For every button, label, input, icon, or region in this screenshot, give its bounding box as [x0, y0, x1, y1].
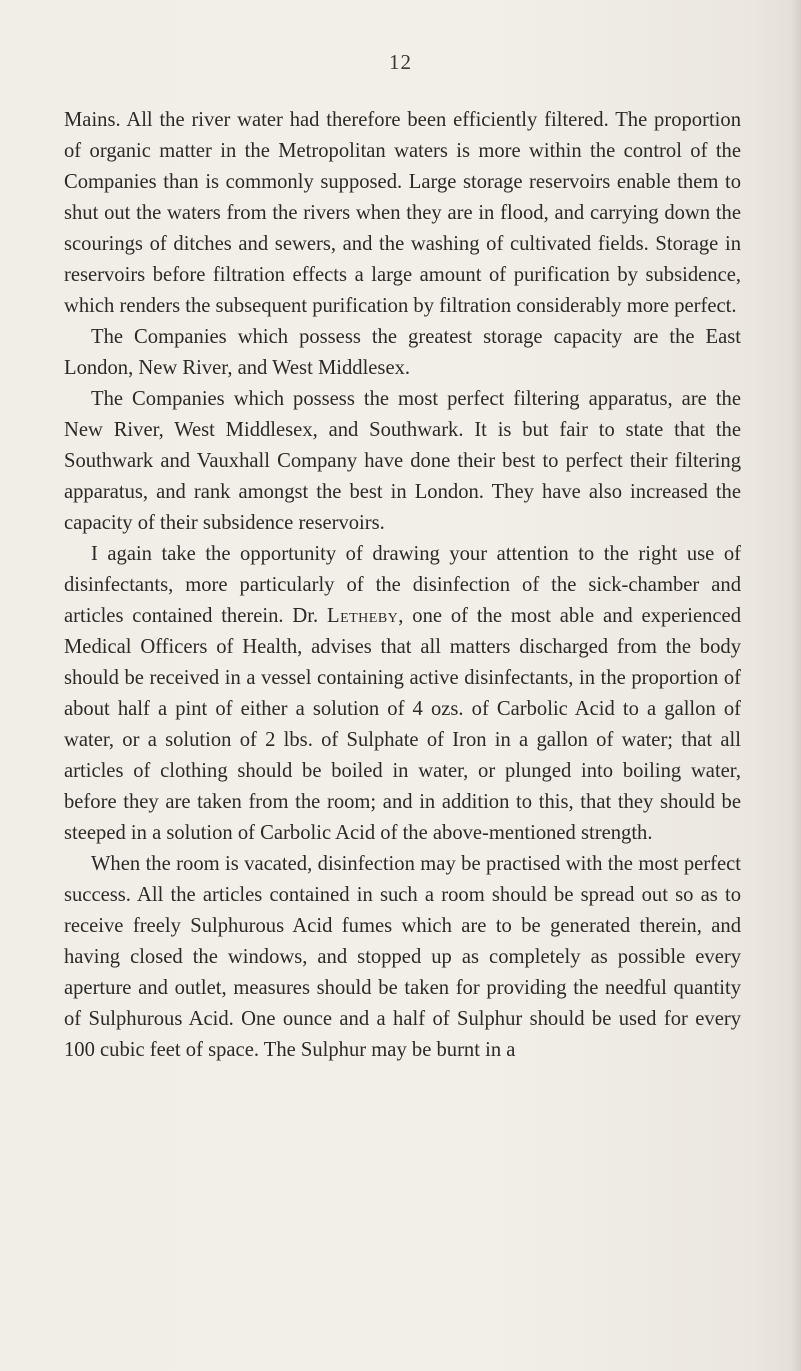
paragraph-3: The Companies which possess the most perfect filtering apparatus, are the New River, West Middlesex, and Southwark. It is but fair to state that the Southwark and Vauxhall Company have done their best to perfect their filtering apparatus, and rank amongst the best in London. They have also increased the capacity of their subsidence reservoirs. — [64, 388, 741, 534]
binding-shadow — [791, 0, 801, 1371]
paragraph-4-text-before: I again take the opportunity of drawing your attention to the right use of disinfectants, more particularly of the disinfection of the sick-chamber and articles contained therein. Dr. — [64, 543, 741, 627]
paragraph-1: Mains. All the river water had therefore been efficiently filtered. The proportion of organic matter in the Metropolitan waters is more within the control of the Companies than is commonly supposed. Large storage reservoirs enable them to shut out the waters from the rivers when they are in flood, and carrying down the scourings of ditches and sewers, and the washing of cultivated fields. Storage in reservoirs before filtration effects a large amount of purification by subsidence, which renders the subsequent purification by filtration considerably more perfect. — [64, 109, 741, 317]
person-name: Letheby — [326, 605, 399, 627]
body-text — [64, 105, 741, 1066]
paragraph-2: The Companies which possess the greatest storage capacity are the East London, New River, and West Middlesex. — [64, 326, 741, 379]
paragraph-5: When the room is vacated, disinfection may be practised with the most perfect success. All the articles contained in such a room should be spread out so as to receive freely Sulphurous Acid fumes which are to be generated therein, and having closed the windows, and stopped up as completely as possible every aperture and outlet, measures should be taken for providing the needful quantity of Sulphurous Acid. One ounce and a half of Sulphur should be used for every 100 cubic feet of space. The Sulphur may be burnt in a — [64, 853, 741, 1061]
paragraph-4 — [64, 539, 741, 849]
page-number: 12 — [389, 50, 412, 74]
paragraph-4-text-after: , one of the most able and experienced Medical Officers of Health, advises that all matters discharged from the body should be received in a vessel containing active disinfectants, in the proportion of about half a pint of either a solution of 4 ozs. of Carbolic Acid to a gallon of water, or a solution of 2 lbs. of Sulphate of Iron in a gallon of water; that all articles of clothing should be boiled in water, or plunged into boiling water, before they are taken from the room; and in addition to this, that they should be steeped in a solution of Carbolic Acid of the above-mentioned strength. — [64, 605, 741, 844]
